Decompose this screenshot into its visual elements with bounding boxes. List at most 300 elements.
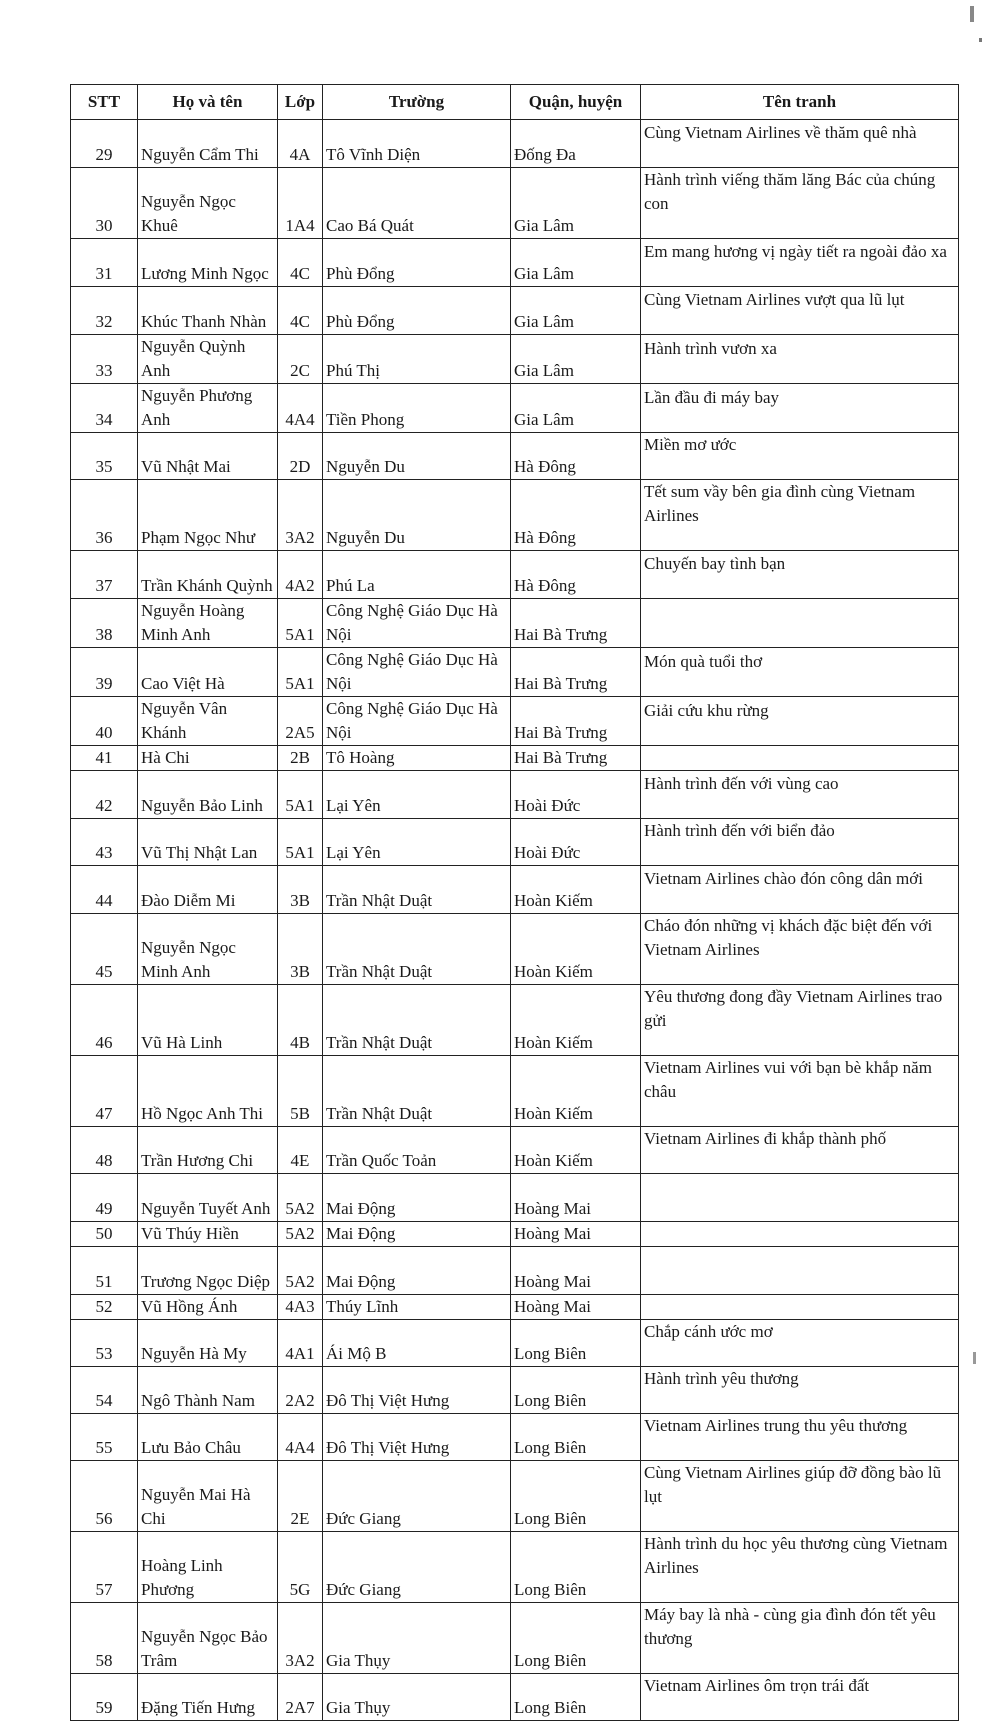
painting-title: Máy bay là nhà - cùng gia đình đón tết yêu thương bbox=[644, 1605, 936, 1648]
student-name: Nguyễn Tuyết Anh bbox=[141, 1199, 271, 1218]
student-name-cell bbox=[138, 1461, 278, 1532]
school-name-cell bbox=[323, 551, 511, 599]
school-name: Đức Giang bbox=[326, 1580, 401, 1599]
painting-title-cell bbox=[641, 648, 959, 697]
row-number: 42 bbox=[95, 796, 113, 815]
class-name: 3A2 bbox=[285, 1651, 315, 1670]
student-name: Hồ Ngọc Anh Thi bbox=[141, 1104, 263, 1123]
class-name: 5A1 bbox=[285, 674, 315, 693]
district-name-cell bbox=[511, 1247, 641, 1295]
student-name: Nguyễn Hoàng Minh Anh bbox=[141, 601, 245, 644]
painting-title-cell bbox=[641, 1367, 959, 1414]
student-name: Phạm Ngọc Như bbox=[141, 528, 256, 547]
table-row bbox=[71, 819, 959, 866]
row-number-cell bbox=[71, 914, 138, 985]
painting-title-cell bbox=[641, 1461, 959, 1532]
student-name-cell bbox=[138, 914, 278, 985]
district-name: Hoàn Kiếm bbox=[514, 891, 593, 910]
class-name-cell bbox=[278, 819, 323, 866]
row-number-cell bbox=[71, 866, 138, 914]
table-row bbox=[71, 1532, 959, 1603]
class-name-cell bbox=[278, 335, 323, 384]
row-number-cell bbox=[71, 287, 138, 335]
class-name: 3B bbox=[290, 891, 310, 910]
school-name: Tiền Phong bbox=[326, 410, 405, 429]
school-name-cell bbox=[323, 433, 511, 480]
painting-title-cell bbox=[641, 1674, 959, 1721]
painting-title-cell bbox=[641, 985, 959, 1056]
district-name: Gia Lâm bbox=[514, 361, 574, 380]
district-name: Long Biên bbox=[514, 1344, 587, 1363]
school-name: Đô Thị Việt Hưng bbox=[326, 1438, 450, 1457]
row-number-cell bbox=[71, 746, 138, 771]
school-name: Mai Động bbox=[326, 1224, 396, 1243]
row-number-cell bbox=[71, 985, 138, 1056]
student-name-cell bbox=[138, 648, 278, 697]
class-name-cell bbox=[278, 697, 323, 746]
row-number-cell bbox=[71, 384, 138, 433]
row-number-cell bbox=[71, 1056, 138, 1127]
class-name: 4E bbox=[290, 1151, 310, 1170]
table-row bbox=[71, 1222, 959, 1247]
class-name: 4A4 bbox=[285, 1438, 315, 1457]
district-name: Hoàn Kiếm bbox=[514, 1104, 593, 1123]
table-row bbox=[71, 985, 959, 1056]
class-name: 5A2 bbox=[285, 1224, 315, 1243]
table-row bbox=[71, 335, 959, 384]
document-page bbox=[70, 84, 958, 1721]
painting-title: Cùng Vietnam Airlines vượt qua lũ lụt bbox=[644, 290, 905, 309]
school-name: Gia Thụy bbox=[326, 1651, 391, 1670]
district-name: Gia Lâm bbox=[514, 410, 574, 429]
school-name: Trần Nhật Duật bbox=[326, 1104, 433, 1123]
table-row bbox=[71, 120, 959, 168]
class-name-cell bbox=[278, 1222, 323, 1247]
school-name: Tô Hoàng bbox=[326, 748, 395, 767]
table-row bbox=[71, 1674, 959, 1721]
row-number: 46 bbox=[95, 1033, 113, 1052]
row-number: 53 bbox=[95, 1344, 113, 1363]
table-row bbox=[71, 1320, 959, 1367]
student-name-cell bbox=[138, 1127, 278, 1174]
table-row bbox=[71, 551, 959, 599]
row-number-cell bbox=[71, 120, 138, 168]
school-name-cell bbox=[323, 914, 511, 985]
district-name: Hai Bà Trưng bbox=[514, 723, 608, 742]
district-name: Long Biên bbox=[514, 1651, 587, 1670]
district-name: Gia Lâm bbox=[514, 312, 574, 331]
class-name-cell bbox=[278, 746, 323, 771]
row-number-cell bbox=[71, 433, 138, 480]
class-name-cell bbox=[278, 1295, 323, 1320]
student-name-cell bbox=[138, 1295, 278, 1320]
student-name: Lưu Bảo Châu bbox=[141, 1438, 241, 1457]
class-name-cell bbox=[278, 1056, 323, 1127]
painting-title: Miền mơ ước bbox=[644, 435, 737, 454]
district-name-cell bbox=[511, 1532, 641, 1603]
class-name-cell bbox=[278, 599, 323, 648]
school-name-cell bbox=[323, 866, 511, 914]
district-name-cell bbox=[511, 384, 641, 433]
student-name-cell bbox=[138, 985, 278, 1056]
row-number: 31 bbox=[95, 264, 113, 283]
class-name-cell bbox=[278, 1127, 323, 1174]
district-name-cell bbox=[511, 1674, 641, 1721]
district-name: Hà Đông bbox=[514, 457, 576, 476]
school-name-cell bbox=[323, 1127, 511, 1174]
school-name-cell bbox=[323, 480, 511, 551]
school-name-cell bbox=[323, 335, 511, 384]
class-name: 2E bbox=[290, 1509, 310, 1528]
class-name: 5A1 bbox=[285, 796, 315, 815]
district-name: Hà Đông bbox=[514, 576, 576, 595]
painting-title: Cháo đón những vị khách đặc biệt đến với Vietnam Airlines bbox=[644, 916, 933, 959]
table-row bbox=[71, 648, 959, 697]
district-name-cell bbox=[511, 1295, 641, 1320]
painting-title-cell bbox=[641, 599, 959, 648]
district-name-cell bbox=[511, 433, 641, 480]
class-name: 5G bbox=[289, 1580, 311, 1599]
row-number-cell bbox=[71, 1603, 138, 1674]
school-name: Công Nghệ Giáo Dục Hà Nội bbox=[326, 650, 498, 693]
school-name-cell bbox=[323, 697, 511, 746]
district-name: Hoài Đức bbox=[514, 796, 581, 815]
class-name-cell bbox=[278, 1674, 323, 1721]
painting-title: Hành trình đến với vùng cao bbox=[644, 774, 839, 793]
school-name: Công Nghệ Giáo Dục Hà Nội bbox=[326, 699, 498, 742]
district-name: Hoàn Kiếm bbox=[514, 962, 593, 981]
class-name-cell bbox=[278, 551, 323, 599]
painting-title-cell bbox=[641, 819, 959, 866]
school-name: Đức Giang bbox=[326, 1509, 401, 1528]
painting-title-cell bbox=[641, 480, 959, 551]
student-name-cell bbox=[138, 1247, 278, 1295]
student-name: Nguyễn Quỳnh Anh bbox=[141, 337, 246, 380]
student-name: Nguyễn Ngọc Khuê bbox=[141, 192, 236, 235]
table-row bbox=[71, 1461, 959, 1532]
table-row bbox=[71, 168, 959, 239]
painting-title: Chắp cánh ước mơ bbox=[644, 1322, 773, 1341]
class-name-cell bbox=[278, 120, 323, 168]
class-name: 4A4 bbox=[285, 410, 315, 429]
district-name-cell bbox=[511, 985, 641, 1056]
table-row bbox=[71, 384, 959, 433]
painting-title-cell bbox=[641, 120, 959, 168]
school-name-cell bbox=[323, 1603, 511, 1674]
painting-title: Hành trình viếng thăm lăng Bác của chúng con bbox=[644, 170, 936, 213]
student-name: Cao Việt Hà bbox=[141, 674, 225, 693]
row-number: 38 bbox=[95, 625, 113, 644]
row-number-cell bbox=[71, 1320, 138, 1367]
district-name: Hoàng Mai bbox=[514, 1272, 591, 1291]
student-name-cell bbox=[138, 1367, 278, 1414]
student-name-cell bbox=[138, 746, 278, 771]
district-name-cell bbox=[511, 648, 641, 697]
school-name: Lại Yên bbox=[326, 843, 381, 862]
class-name-cell bbox=[278, 1367, 323, 1414]
row-number: 50 bbox=[95, 1224, 113, 1243]
district-name-cell bbox=[511, 1320, 641, 1367]
student-name-cell bbox=[138, 1414, 278, 1461]
school-name: Mai Động bbox=[326, 1199, 396, 1218]
class-name-cell bbox=[278, 1603, 323, 1674]
district-name: Hai Bà Trưng bbox=[514, 748, 608, 767]
district-name: Hà Đông bbox=[514, 528, 576, 547]
school-name-cell bbox=[323, 819, 511, 866]
row-number-cell bbox=[71, 1127, 138, 1174]
painting-title-cell bbox=[641, 239, 959, 287]
class-name-cell bbox=[278, 1414, 323, 1461]
school-name-cell bbox=[323, 771, 511, 819]
painting-title-cell bbox=[641, 1414, 959, 1461]
class-name-cell bbox=[278, 914, 323, 985]
header-stt: STT bbox=[71, 85, 138, 120]
row-number-cell bbox=[71, 168, 138, 239]
table-row bbox=[71, 1295, 959, 1320]
district-name: Hoàn Kiếm bbox=[514, 1151, 593, 1170]
school-name: Trần Quốc Toản bbox=[326, 1151, 437, 1170]
painting-title-cell bbox=[641, 746, 959, 771]
student-name: Đào Diễm Mi bbox=[141, 891, 236, 910]
class-name: 4A bbox=[289, 145, 311, 164]
class-name-cell bbox=[278, 866, 323, 914]
painting-title-cell bbox=[641, 914, 959, 985]
row-number: 33 bbox=[95, 361, 113, 380]
painting-title: Vietnam Airlines đi khắp thành phố bbox=[644, 1129, 887, 1148]
school-name-cell bbox=[323, 746, 511, 771]
class-name: 2D bbox=[289, 457, 311, 476]
painting-title-cell bbox=[641, 771, 959, 819]
painting-title: Em mang hương vị ngày tiết ra ngoài đảo xa bbox=[644, 242, 947, 261]
table-row bbox=[71, 480, 959, 551]
school-name: Công Nghệ Giáo Dục Hà Nội bbox=[326, 601, 498, 644]
row-number-cell bbox=[71, 1222, 138, 1247]
row-number-cell bbox=[71, 1174, 138, 1222]
school-name-cell bbox=[323, 384, 511, 433]
painting-title-cell bbox=[641, 384, 959, 433]
student-name: Trương Ngọc Diệp bbox=[141, 1272, 271, 1291]
painting-title bbox=[644, 1272, 955, 1294]
district-name-cell bbox=[511, 335, 641, 384]
student-name: Vũ Hà Linh bbox=[141, 1033, 223, 1052]
class-name: 3A2 bbox=[285, 528, 315, 547]
school-name-cell bbox=[323, 1367, 511, 1414]
class-name: 2A5 bbox=[285, 723, 315, 742]
district-name: Long Biên bbox=[514, 1391, 587, 1410]
district-name: Long Biên bbox=[514, 1580, 587, 1599]
district-name-cell bbox=[511, 551, 641, 599]
row-number-cell bbox=[71, 697, 138, 746]
student-name-cell bbox=[138, 866, 278, 914]
class-name: 1A4 bbox=[285, 216, 315, 235]
row-number: 41 bbox=[95, 748, 113, 767]
student-name: Khúc Thanh Nhàn bbox=[141, 312, 267, 331]
student-name: Nguyễn Phương Anh bbox=[141, 386, 253, 429]
row-number-cell bbox=[71, 1414, 138, 1461]
student-name: Vũ Hồng Ánh bbox=[141, 1297, 238, 1316]
student-name-cell bbox=[138, 1222, 278, 1247]
student-name: Lương Minh Ngọc bbox=[141, 264, 269, 283]
district-name-cell bbox=[511, 866, 641, 914]
painting-title: Món quà tuổi thơ bbox=[644, 652, 763, 671]
painting-title: Giải cứu khu rừng bbox=[644, 701, 769, 720]
district-name: Long Biên bbox=[514, 1438, 587, 1457]
table-row bbox=[71, 914, 959, 985]
student-name-cell bbox=[138, 168, 278, 239]
painting-title-cell bbox=[641, 287, 959, 335]
school-name: Gia Thụy bbox=[326, 1698, 391, 1717]
row-number: 57 bbox=[95, 1580, 113, 1599]
student-name: Vũ Nhật Mai bbox=[141, 457, 231, 476]
school-name-cell bbox=[323, 287, 511, 335]
row-number-cell bbox=[71, 648, 138, 697]
header-title: Tên tranh bbox=[641, 85, 959, 120]
painting-title-cell bbox=[641, 1247, 959, 1295]
school-name: Trần Nhật Duật bbox=[326, 891, 433, 910]
painting-title-cell bbox=[641, 335, 959, 384]
student-name-cell bbox=[138, 287, 278, 335]
class-name-cell bbox=[278, 648, 323, 697]
table-row bbox=[71, 1367, 959, 1414]
student-name-cell bbox=[138, 1603, 278, 1674]
district-name: Hoàng Mai bbox=[514, 1199, 591, 1218]
school-name: Phú Thị bbox=[326, 361, 381, 380]
student-name-cell bbox=[138, 771, 278, 819]
class-name-cell bbox=[278, 1320, 323, 1367]
school-name: Trần Nhật Duật bbox=[326, 962, 433, 981]
class-name: 5A1 bbox=[285, 625, 315, 644]
student-name-cell bbox=[138, 120, 278, 168]
class-name-cell bbox=[278, 1461, 323, 1532]
scan-artifact bbox=[979, 38, 982, 42]
student-name-cell bbox=[138, 819, 278, 866]
district-name: Hai Bà Trưng bbox=[514, 625, 608, 644]
table-row bbox=[71, 239, 959, 287]
table-row bbox=[71, 1247, 959, 1295]
table-row bbox=[71, 746, 959, 771]
student-name: Nguyễn Vân Khánh bbox=[141, 699, 228, 742]
scan-artifact bbox=[970, 6, 974, 22]
class-name: 2C bbox=[290, 361, 310, 380]
school-name: Phú La bbox=[326, 576, 375, 595]
school-name-cell bbox=[323, 1674, 511, 1721]
painting-title-cell bbox=[641, 697, 959, 746]
painting-title bbox=[644, 1297, 955, 1319]
class-name: 2B bbox=[290, 748, 310, 767]
row-number: 35 bbox=[95, 457, 113, 476]
painting-title-cell bbox=[641, 1320, 959, 1367]
district-name-cell bbox=[511, 1174, 641, 1222]
class-name-cell bbox=[278, 1532, 323, 1603]
student-name-cell bbox=[138, 480, 278, 551]
student-name-cell bbox=[138, 1674, 278, 1721]
row-number-cell bbox=[71, 551, 138, 599]
student-name: Hà Chi bbox=[141, 748, 190, 767]
class-name-cell bbox=[278, 287, 323, 335]
class-name: 5B bbox=[290, 1104, 310, 1123]
school-name: Phù Đổng bbox=[326, 264, 395, 283]
class-name-cell bbox=[278, 168, 323, 239]
district-name: Gia Lâm bbox=[514, 216, 574, 235]
school-name: Tô Vĩnh Diện bbox=[326, 145, 421, 164]
row-number: 29 bbox=[95, 145, 113, 164]
row-number-cell bbox=[71, 480, 138, 551]
school-name-cell bbox=[323, 1461, 511, 1532]
class-name: 2A2 bbox=[285, 1391, 315, 1410]
school-name: Cao Bá Quát bbox=[326, 216, 414, 235]
school-name: Lại Yên bbox=[326, 796, 381, 815]
table-row bbox=[71, 697, 959, 746]
row-number-cell bbox=[71, 239, 138, 287]
painting-title-cell bbox=[641, 1603, 959, 1674]
student-name: Nguyễn Mai Hà Chi bbox=[141, 1485, 251, 1528]
class-name: 4C bbox=[290, 264, 310, 283]
header-name: Họ và tên bbox=[138, 85, 278, 120]
row-number: 40 bbox=[95, 723, 113, 742]
row-number: 39 bbox=[95, 674, 113, 693]
district-name: Hoàn Kiếm bbox=[514, 1033, 593, 1052]
student-name-cell bbox=[138, 697, 278, 746]
painting-title: Hành trình đến với biển đảo bbox=[644, 821, 835, 840]
row-number-cell bbox=[71, 1532, 138, 1603]
painting-title-cell bbox=[641, 1056, 959, 1127]
district-name: Hai Bà Trưng bbox=[514, 674, 608, 693]
district-name-cell bbox=[511, 287, 641, 335]
row-number: 30 bbox=[95, 216, 113, 235]
painting-title bbox=[644, 1224, 955, 1246]
painting-title-cell bbox=[641, 1295, 959, 1320]
class-name: 2A7 bbox=[285, 1698, 315, 1717]
school-name-cell bbox=[323, 1295, 511, 1320]
header-school: Trường bbox=[323, 85, 511, 120]
table-row bbox=[71, 866, 959, 914]
row-number-cell bbox=[71, 1461, 138, 1532]
row-number: 54 bbox=[95, 1391, 113, 1410]
student-name: Nguyễn Ngọc Bảo Trâm bbox=[141, 1627, 268, 1670]
school-name: Đô Thị Việt Hưng bbox=[326, 1391, 450, 1410]
table-row bbox=[71, 433, 959, 480]
table-row bbox=[71, 1127, 959, 1174]
district-name-cell bbox=[511, 120, 641, 168]
row-number: 37 bbox=[95, 576, 113, 595]
painting-title-cell bbox=[641, 1174, 959, 1222]
district-name-cell bbox=[511, 819, 641, 866]
painting-title: Chuyến bay tình bạn bbox=[644, 554, 786, 573]
class-name: 4B bbox=[290, 1033, 310, 1052]
painting-title-cell bbox=[641, 1222, 959, 1247]
school-name-cell bbox=[323, 1247, 511, 1295]
class-name-cell bbox=[278, 771, 323, 819]
class-name: 3B bbox=[290, 962, 310, 981]
student-name-cell bbox=[138, 1532, 278, 1603]
painting-title: Hành trình du học yêu thương cùng Vietnam Airlines bbox=[644, 1534, 948, 1577]
row-number: 59 bbox=[95, 1698, 113, 1717]
school-name-cell bbox=[323, 648, 511, 697]
district-name-cell bbox=[511, 746, 641, 771]
painting-title: Hành trình yêu thương bbox=[644, 1369, 799, 1388]
student-name: Nguyễn Hà My bbox=[141, 1344, 247, 1363]
row-number-cell bbox=[71, 599, 138, 648]
class-name: 5A1 bbox=[285, 843, 315, 862]
school-name-cell bbox=[323, 1174, 511, 1222]
class-name: 4A1 bbox=[285, 1344, 315, 1363]
row-number-cell bbox=[71, 1367, 138, 1414]
student-name-cell bbox=[138, 1320, 278, 1367]
painting-title: Cùng Vietnam Airlines giúp đỡ đồng bào lũ lụt bbox=[644, 1463, 942, 1506]
school-name-cell bbox=[323, 168, 511, 239]
student-name: Hoàng Linh Phương bbox=[141, 1556, 223, 1599]
class-name: 4A3 bbox=[285, 1297, 315, 1316]
